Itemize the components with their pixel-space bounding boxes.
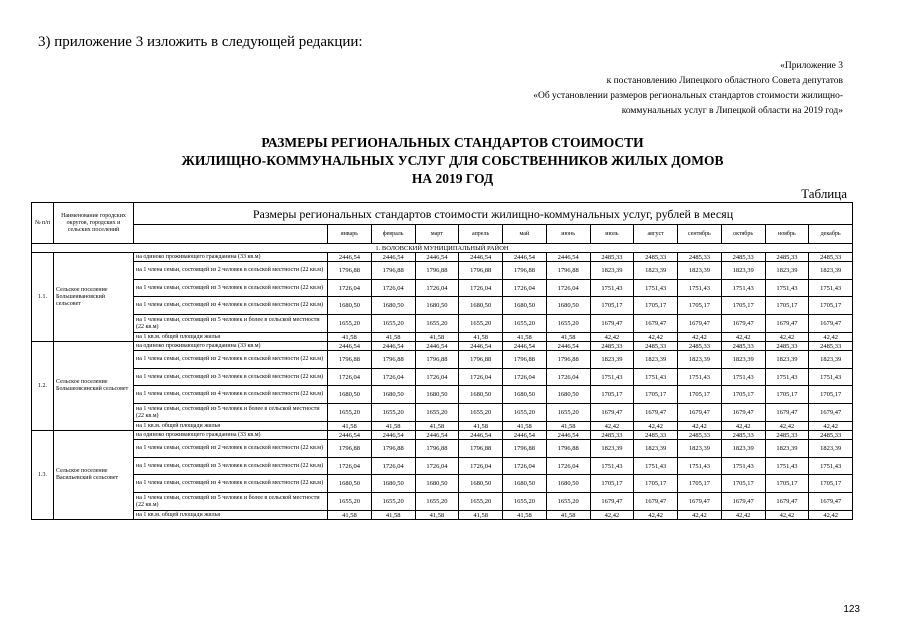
value-cell: 1655,20 (328, 404, 372, 422)
value-cell: 41,58 (546, 511, 590, 520)
value-cell: 1796,88 (459, 351, 503, 369)
value-cell: 1680,50 (459, 297, 503, 315)
value-cell: 42,42 (721, 511, 765, 520)
value-cell: 1679,47 (809, 404, 853, 422)
value-cell: 1705,17 (590, 297, 634, 315)
title-line: РАЗМЕРЫ РЕГИОНАЛЬНЫХ СТАНДАРТОВ СТОИМОСТИ (261, 135, 644, 150)
value-cell: 1679,47 (590, 493, 634, 511)
value-cell: 1655,20 (328, 493, 372, 511)
title-line: ЖИЛИЩНО-КОММУНАЛЬНЫХ УСЛУГ ДЛЯ СОБСТВЕННИКОВ ЖИЛЫХ ДОМОВ (181, 153, 724, 168)
value-cell: 2446,54 (546, 342, 590, 351)
category-label: на 1 члена семьи, состоящей из 4 человек в сельской местности (22 кв.м) (134, 386, 328, 404)
category-label: на 1 члена семьи, состоящей из 4 человек в сельской местности (22 кв.м) (134, 297, 328, 315)
value-cell: 2446,54 (546, 253, 590, 262)
category-label: на 1 кв.м. общей площади жилья (134, 422, 328, 431)
value-cell: 1796,88 (546, 262, 590, 280)
value-cell: 1726,04 (503, 369, 547, 386)
table-main-header: Размеры региональных стандартов стоимости жилищно-коммунальных услуг, рублей в месяц (134, 203, 853, 225)
value-cell: 42,42 (590, 511, 634, 520)
value-cell: 1655,20 (459, 404, 503, 422)
value-cell: 41,58 (415, 511, 459, 520)
value-cell: 1751,43 (765, 458, 809, 475)
value-cell: 1751,43 (721, 369, 765, 386)
table-row (32, 262, 853, 280)
value-cell: 2446,54 (503, 431, 547, 440)
value-cell: 1726,04 (415, 280, 459, 297)
value-cell: 2446,54 (328, 342, 372, 351)
value-cell: 2446,54 (459, 431, 503, 440)
settlement-number: 1.1. (32, 253, 54, 342)
value-cell: 1726,04 (503, 280, 547, 297)
category-header-blank (134, 225, 328, 244)
value-cell: 1680,50 (415, 297, 459, 315)
value-cell: 2485,33 (809, 253, 853, 262)
annex-line: коммунальных услуг в Липецкой области на 2019 год» (621, 106, 843, 116)
value-cell: 1823,39 (634, 440, 678, 458)
category-label: на одиноко проживающего гражданина (33 кв.м) (134, 342, 328, 351)
value-cell: 1726,04 (415, 458, 459, 475)
value-cell: 1705,17 (809, 297, 853, 315)
table-row (32, 369, 853, 386)
value-cell: 1796,88 (503, 351, 547, 369)
category-label: на 1 члена семьи, состоящей из 5 человек и более в сельской местности (22 кв.м) (134, 315, 328, 333)
value-cell: 1751,43 (590, 458, 634, 475)
value-cell: 2446,54 (328, 431, 372, 440)
value-cell: 41,58 (546, 333, 590, 342)
value-cell: 1823,39 (721, 440, 765, 458)
value-cell: 1655,20 (371, 493, 415, 511)
value-cell: 1680,50 (459, 386, 503, 404)
value-cell: 2485,33 (765, 253, 809, 262)
value-cell: 1680,50 (371, 297, 415, 315)
value-cell: 1796,88 (546, 440, 590, 458)
value-cell: 1705,17 (678, 386, 722, 404)
value-cell: 1655,20 (415, 404, 459, 422)
value-cell: 1705,17 (678, 475, 722, 493)
value-cell: 41,58 (371, 422, 415, 431)
value-cell: 2446,54 (459, 342, 503, 351)
category-label: на 1 члена семьи, состоящей из 2 человек в сельской местности (22 кв.м) (134, 440, 328, 458)
document-title (0, 134, 905, 188)
category-label: на 1 члена семьи, состоящей из 4 человек в сельской местности (22 кв.м) (134, 475, 328, 493)
value-cell: 1751,43 (678, 280, 722, 297)
value-cell: 1680,50 (546, 297, 590, 315)
value-cell: 1705,17 (590, 475, 634, 493)
category-label: на 1 кв.м. общей площади жилья (134, 511, 328, 520)
value-cell: 1823,39 (678, 351, 722, 369)
value-cell: 1679,47 (765, 404, 809, 422)
value-cell: 2446,54 (415, 342, 459, 351)
col-name-header: Наименование городских округов, городских и сельских поселений (54, 203, 134, 244)
value-cell: 1655,20 (503, 315, 547, 333)
category-label: на одиноко проживающего гражданина (33 кв.м) (134, 253, 328, 262)
value-cell: 1680,50 (459, 475, 503, 493)
value-cell: 1796,88 (415, 440, 459, 458)
value-cell: 1679,47 (721, 315, 765, 333)
value-cell: 1679,47 (634, 493, 678, 511)
category-label: на 1 члена семьи, состоящей из 2 человек в сельской местности (22 кв.м) (134, 262, 328, 280)
value-cell: 1751,43 (809, 280, 853, 297)
value-cell: 1726,04 (328, 369, 372, 386)
value-cell: 1823,39 (678, 440, 722, 458)
value-cell: 1823,39 (809, 351, 853, 369)
value-cell: 1679,47 (634, 315, 678, 333)
value-cell: 1751,43 (634, 280, 678, 297)
value-cell: 42,42 (590, 333, 634, 342)
category-label: на 1 члена семьи, состоящей из 5 человек и более в сельской местности (22 кв.м) (134, 404, 328, 422)
value-cell: 1655,20 (459, 315, 503, 333)
table-row (32, 440, 853, 458)
value-cell: 1796,88 (371, 440, 415, 458)
month-header: апрель (459, 225, 503, 244)
value-cell: 1796,88 (415, 262, 459, 280)
value-cell: 2446,54 (503, 342, 547, 351)
value-cell: 1726,04 (328, 280, 372, 297)
value-cell: 1680,50 (546, 386, 590, 404)
value-cell: 1726,04 (371, 369, 415, 386)
month-header: июнь (546, 225, 590, 244)
value-cell: 1655,20 (415, 493, 459, 511)
value-cell: 41,58 (503, 511, 547, 520)
value-cell: 42,42 (590, 422, 634, 431)
category-label: на 1 члена семьи, состоящей из 2 человек в сельской местности (22 кв.м) (134, 351, 328, 369)
value-cell: 1751,43 (590, 280, 634, 297)
value-cell: 1823,39 (678, 262, 722, 280)
value-cell: 2485,33 (678, 431, 722, 440)
value-cell: 1726,04 (459, 280, 503, 297)
value-cell: 1655,20 (503, 493, 547, 511)
col-number-header: № п/п (32, 203, 54, 244)
value-cell: 1655,20 (546, 404, 590, 422)
value-cell: 42,42 (765, 422, 809, 431)
value-cell: 1655,20 (503, 404, 547, 422)
value-cell: 2446,54 (371, 342, 415, 351)
value-cell: 1705,17 (809, 386, 853, 404)
value-cell: 1796,88 (415, 351, 459, 369)
value-cell: 1655,20 (546, 493, 590, 511)
value-cell: 1679,47 (721, 493, 765, 511)
value-cell: 2485,33 (721, 431, 765, 440)
value-cell: 42,42 (678, 422, 722, 431)
value-cell: 1726,04 (546, 458, 590, 475)
value-cell: 42,42 (809, 333, 853, 342)
value-cell: 1705,17 (634, 386, 678, 404)
table-label: Таблица (801, 186, 847, 201)
value-cell: 42,42 (634, 511, 678, 520)
value-cell: 41,58 (328, 422, 372, 431)
value-cell: 1680,50 (503, 386, 547, 404)
month-header: июль (590, 225, 634, 244)
value-cell: 2485,33 (678, 342, 722, 351)
month-header: декабрь (809, 225, 853, 244)
value-cell: 42,42 (678, 333, 722, 342)
value-cell: 42,42 (678, 511, 722, 520)
value-cell: 1680,50 (503, 475, 547, 493)
district-section-row: 1. ВОЛОВСКИЙ МУНИЦИПАЛЬНЫЙ РАЙОН (32, 244, 853, 253)
category-label: на 1 члена семьи, состоящей из 5 человек и более в сельской местности (22 кв.м) (134, 493, 328, 511)
value-cell: 2446,54 (459, 253, 503, 262)
value-cell: 1751,43 (809, 369, 853, 386)
table-row (32, 333, 853, 342)
value-cell: 1823,39 (634, 351, 678, 369)
table-row (32, 493, 853, 511)
value-cell: 2485,33 (634, 342, 678, 351)
value-cell: 2485,33 (678, 253, 722, 262)
value-cell: 1705,17 (590, 386, 634, 404)
value-cell: 2485,33 (634, 253, 678, 262)
value-cell: 1823,39 (721, 262, 765, 280)
category-label: на 1 члена семьи, состоящей из 3 человек в сельской местности (22 кв.м) (134, 458, 328, 475)
value-cell: 1823,39 (590, 440, 634, 458)
annex-reference (533, 59, 843, 119)
category-label: на 1 члена семьи, состоящей из 3 человек в сельской местности (22 кв.м) (134, 369, 328, 386)
value-cell: 42,42 (721, 333, 765, 342)
value-cell: 1679,47 (590, 404, 634, 422)
table-row (32, 431, 853, 440)
value-cell: 1680,50 (415, 475, 459, 493)
value-cell: 1751,43 (765, 369, 809, 386)
settlement-number: 1.3. (32, 431, 54, 520)
value-cell: 1823,39 (809, 262, 853, 280)
value-cell: 1726,04 (415, 369, 459, 386)
value-cell: 1823,39 (721, 351, 765, 369)
table-row (32, 511, 853, 520)
month-header: октябрь (721, 225, 765, 244)
value-cell: 2485,33 (809, 342, 853, 351)
value-cell: 1705,17 (721, 475, 765, 493)
value-cell: 41,58 (415, 333, 459, 342)
settlement-name: Сельское поселение Большеивановский сельсовет (54, 253, 134, 342)
value-cell: 1796,88 (503, 262, 547, 280)
value-cell: 1726,04 (328, 458, 372, 475)
value-cell: 2446,54 (415, 431, 459, 440)
value-cell: 2485,33 (590, 253, 634, 262)
settlement-number: 1.2. (32, 342, 54, 431)
value-cell: 1726,04 (371, 280, 415, 297)
value-cell: 1796,88 (371, 262, 415, 280)
value-cell: 1751,43 (634, 458, 678, 475)
value-cell: 1751,43 (809, 458, 853, 475)
value-cell: 1679,47 (765, 493, 809, 511)
standards-table (31, 202, 853, 520)
value-cell: 42,42 (809, 422, 853, 431)
value-cell: 1796,88 (459, 262, 503, 280)
value-cell: 41,58 (328, 333, 372, 342)
value-cell: 1679,47 (678, 315, 722, 333)
value-cell: 1655,20 (371, 315, 415, 333)
value-cell: 41,58 (459, 511, 503, 520)
value-cell: 1680,50 (371, 475, 415, 493)
table-row (32, 280, 853, 297)
value-cell: 1751,43 (765, 280, 809, 297)
value-cell: 1751,43 (590, 369, 634, 386)
value-cell: 1726,04 (459, 458, 503, 475)
table-row (32, 315, 853, 333)
value-cell: 1655,20 (459, 493, 503, 511)
value-cell: 1680,50 (503, 297, 547, 315)
title-line: НА 2019 ГОД (411, 171, 494, 186)
value-cell: 1726,04 (371, 458, 415, 475)
value-cell: 1823,39 (590, 351, 634, 369)
value-cell: 2485,33 (765, 431, 809, 440)
value-cell: 1655,20 (371, 404, 415, 422)
value-cell: 2485,33 (765, 342, 809, 351)
value-cell: 1679,47 (809, 493, 853, 511)
value-cell: 1751,43 (634, 369, 678, 386)
value-cell: 1705,17 (765, 386, 809, 404)
value-cell: 1796,88 (371, 351, 415, 369)
value-cell: 1705,17 (809, 475, 853, 493)
value-cell: 1823,39 (634, 262, 678, 280)
value-cell: 41,58 (503, 333, 547, 342)
value-cell: 1680,50 (371, 386, 415, 404)
month-header: сентябрь (678, 225, 722, 244)
table-row (32, 422, 853, 431)
value-cell: 1796,88 (546, 351, 590, 369)
category-label: на 1 члена семьи, состоящей из 3 человек в сельской местности (22 кв.м) (134, 280, 328, 297)
value-cell: 1796,88 (328, 440, 372, 458)
value-cell: 1680,50 (328, 386, 372, 404)
table-row (32, 253, 853, 262)
value-cell: 2446,54 (371, 253, 415, 262)
value-cell: 1705,17 (634, 475, 678, 493)
value-cell: 1726,04 (546, 280, 590, 297)
value-cell: 1823,39 (809, 440, 853, 458)
value-cell: 2485,33 (809, 431, 853, 440)
value-cell: 41,58 (546, 422, 590, 431)
value-cell: 1726,04 (546, 369, 590, 386)
value-cell: 2485,33 (721, 253, 765, 262)
month-header: май (503, 225, 547, 244)
value-cell: 1705,17 (721, 386, 765, 404)
value-cell: 2446,54 (503, 253, 547, 262)
value-cell: 1823,39 (765, 351, 809, 369)
settlement-name: Сельское поселение Большеовсянский сельсовет (54, 342, 134, 431)
value-cell: 42,42 (765, 333, 809, 342)
month-header: ноябрь (765, 225, 809, 244)
value-cell: 41,58 (503, 422, 547, 431)
value-cell: 1705,17 (678, 297, 722, 315)
value-cell: 1796,88 (328, 262, 372, 280)
intro-text: 3) приложение 3 изложить в следующей редакции: (38, 34, 363, 50)
month-header: август (634, 225, 678, 244)
value-cell: 1823,39 (590, 262, 634, 280)
value-cell: 1726,04 (459, 369, 503, 386)
value-cell: 1679,47 (634, 404, 678, 422)
value-cell: 1679,47 (809, 315, 853, 333)
annex-line: «Приложение 3 (780, 61, 843, 71)
value-cell: 2485,33 (590, 431, 634, 440)
table-row (32, 404, 853, 422)
value-cell: 41,58 (459, 333, 503, 342)
settlement-name: Сельское поселение Васильевский сельсовет (54, 431, 134, 520)
category-label: на одиноко проживающего гражданина (33 кв.м) (134, 431, 328, 440)
value-cell: 1679,47 (678, 404, 722, 422)
month-header: март (415, 225, 459, 244)
value-cell: 41,58 (371, 333, 415, 342)
value-cell: 41,58 (459, 422, 503, 431)
page-number: 123 (843, 604, 860, 615)
value-cell: 42,42 (765, 511, 809, 520)
category-label: на 1 кв.м. общей площади жилья (134, 333, 328, 342)
value-cell: 42,42 (721, 422, 765, 431)
month-header: февраль (371, 225, 415, 244)
value-cell: 42,42 (634, 422, 678, 431)
value-cell: 1796,88 (328, 351, 372, 369)
value-cell: 2446,54 (328, 253, 372, 262)
value-cell: 1655,20 (328, 315, 372, 333)
value-cell: 41,58 (371, 511, 415, 520)
value-cell: 1796,88 (503, 440, 547, 458)
value-cell: 42,42 (634, 333, 678, 342)
table-row (32, 458, 853, 475)
table-row (32, 342, 853, 351)
value-cell: 1655,20 (415, 315, 459, 333)
value-cell: 1680,50 (328, 297, 372, 315)
value-cell: 2446,54 (546, 431, 590, 440)
table-row (32, 297, 853, 315)
month-header: январь (328, 225, 372, 244)
value-cell: 1679,47 (590, 315, 634, 333)
value-cell: 1796,88 (459, 440, 503, 458)
value-cell: 1679,47 (678, 493, 722, 511)
table-row (32, 475, 853, 493)
value-cell: 1705,17 (765, 297, 809, 315)
value-cell: 42,42 (809, 511, 853, 520)
value-cell: 1751,43 (678, 369, 722, 386)
value-cell: 41,58 (415, 422, 459, 431)
value-cell: 1751,43 (678, 458, 722, 475)
value-cell: 2446,54 (371, 431, 415, 440)
table-row (32, 386, 853, 404)
value-cell: 1751,43 (721, 280, 765, 297)
value-cell: 2485,33 (634, 431, 678, 440)
value-cell: 1679,47 (765, 315, 809, 333)
value-cell: 1823,39 (765, 440, 809, 458)
value-cell: 2485,33 (721, 342, 765, 351)
value-cell: 1705,17 (765, 475, 809, 493)
value-cell: 1751,43 (721, 458, 765, 475)
table-row (32, 351, 853, 369)
value-cell: 1705,17 (634, 297, 678, 315)
value-cell: 1823,39 (765, 262, 809, 280)
value-cell: 1680,50 (415, 386, 459, 404)
value-cell: 1726,04 (503, 458, 547, 475)
value-cell: 1655,20 (546, 315, 590, 333)
value-cell: 1680,50 (328, 475, 372, 493)
value-cell: 2446,54 (415, 253, 459, 262)
value-cell: 1705,17 (721, 297, 765, 315)
value-cell: 1680,50 (546, 475, 590, 493)
value-cell: 2485,33 (590, 342, 634, 351)
value-cell: 1679,47 (721, 404, 765, 422)
annex-line: к постановлению Липецкого областного Совета депутатов (606, 76, 843, 86)
value-cell: 41,58 (328, 511, 372, 520)
annex-line: «Об установлении размеров региональных стандартов стоимости жилищно- (533, 91, 843, 101)
